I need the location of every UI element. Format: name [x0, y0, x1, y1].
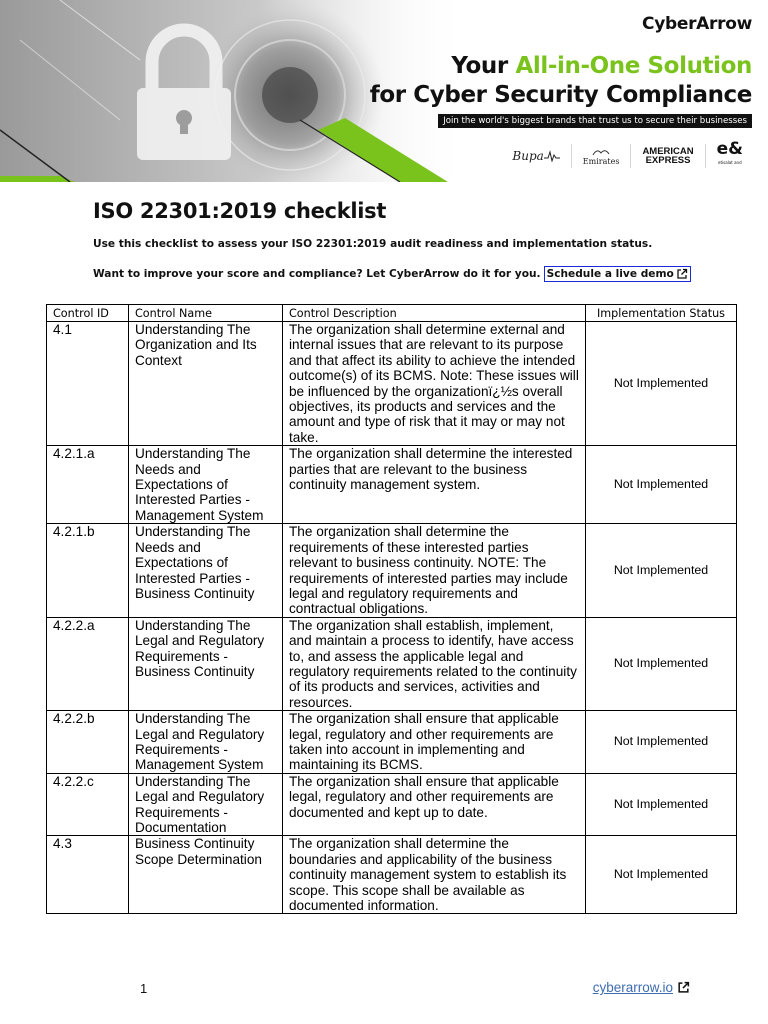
- bupa-logo-text: Bupa: [512, 149, 544, 163]
- control-description: The organization shall establish, implement, and maintain a process to identify, have access to, and assess the applicable legal and regulatory requirements related to the continuity of its products and services, activities and resources.: [283, 617, 586, 710]
- implementation-status: Not Implemented: [586, 773, 737, 836]
- bupa-logo: [501, 144, 570, 168]
- header-control-id: Control ID: [47, 305, 129, 322]
- table-row: [47, 617, 737, 710]
- client-logos: [501, 139, 754, 168]
- control-id: 4.1: [47, 322, 129, 446]
- amex-logo: [630, 144, 704, 168]
- heartbeat-icon: [544, 150, 560, 162]
- control-description: The organization shall ensure that applicable legal, regulatory and other requirements are taken into account in implementing and maintaining its BCMS.: [283, 711, 586, 774]
- implementation-status: Not Implemented: [586, 446, 737, 524]
- intro-text: Use this checklist to assess your ISO 22301:2019 audit readiness and implementation status.: [93, 238, 653, 250]
- brand-logo: CyberArrow: [642, 14, 752, 34]
- amex-logo-line-2: EXPRESS: [645, 155, 691, 166]
- checklist-table: [46, 304, 737, 914]
- emirates-logo-text: Emirates: [582, 156, 620, 166]
- implementation-status: Not Implemented: [586, 711, 737, 774]
- implementation-status: Not Implemented: [586, 617, 737, 710]
- eand-logo-subtext: etisalat and: [718, 160, 742, 165]
- table-row: [47, 836, 737, 914]
- schedule-demo-link[interactable]: [544, 266, 691, 282]
- control-description: The organization shall determine the boundaries and applicability of the business continuity management system to establish its scope. This scope shall be available as documented information.: [283, 836, 586, 914]
- eand-logo-text: e&: [716, 139, 743, 159]
- cta-line: [93, 266, 691, 282]
- control-name: Understanding The Legal and Regulatory Requirements - Documentation: [129, 773, 283, 836]
- control-description: The organization shall determine the interested parties that are relevant to the business continuity management system.: [283, 446, 586, 524]
- control-name: Understanding The Legal and Regulatory Requirements - Business Continuity: [129, 617, 283, 710]
- cyberarrow-website-link[interactable]: [593, 980, 690, 995]
- header-implementation-status: Implementation Status: [586, 305, 737, 322]
- headline-line-2: for Cyber Security Compliance: [369, 82, 752, 108]
- page-title: ISO 22301:2019 checklist: [93, 199, 387, 223]
- schedule-demo-label: Schedule a live demo: [546, 268, 674, 280]
- control-name: Understanding The Organization and Its Context: [129, 322, 283, 446]
- control-id: 4.2.1.a: [47, 446, 129, 524]
- control-name: Understanding The Legal and Regulatory Requirements - Management System: [129, 711, 283, 774]
- emirates-logo: [571, 144, 631, 168]
- control-description: The organization shall determine the requirements of these interested parties relevant to business continuity. NOTE: The requirements of interested parties may include legal and regulatory requirements and contractual obligations.: [283, 524, 586, 617]
- headline-accent: All-in-One Solution: [515, 53, 752, 79]
- control-description: The organization shall determine external and internal issues that are relevant to its purpose and that affect its ability to achieve the intended outcome(s) of its BCMS. Note: These issues will be influenced by the organizationï¿½s overall objectives, its products and services and the amount and type of risk that it may or may not take.: [283, 322, 586, 446]
- page-number: 1: [140, 981, 148, 996]
- table-row: [47, 446, 737, 524]
- control-id: 4.2.2.a: [47, 617, 129, 710]
- control-id: 4.2.1.b: [47, 524, 129, 617]
- external-link-icon: [676, 268, 688, 280]
- control-name: Business Continuity Scope Determination: [129, 836, 283, 914]
- table-row: [47, 711, 737, 774]
- banner-headline: [370, 52, 752, 110]
- implementation-status: Not Implemented: [586, 836, 737, 914]
- control-id: 4.3: [47, 836, 129, 914]
- banner-tagline: Join the world's biggest brands that trust us to secure their businesses: [438, 114, 752, 128]
- header-control-description: Control Description: [283, 305, 586, 322]
- implementation-status: Not Implemented: [586, 322, 737, 446]
- control-id: 4.2.2.b: [47, 711, 129, 774]
- headline-prefix: Your: [451, 53, 516, 79]
- control-description: The organization shall ensure that applicable legal, regulatory and other requirements are documented and kept up to date.: [283, 773, 586, 836]
- header-control-name: Control Name: [129, 305, 283, 322]
- control-id: 4.2.2.c: [47, 773, 129, 836]
- eand-logo: [705, 139, 754, 168]
- header-banner: [0, 0, 768, 182]
- control-name: Understanding The Needs and Expectations of Interested Parties - Management System: [129, 446, 283, 524]
- control-name: Understanding The Needs and Expectations of Interested Parties - Business Continuity: [129, 524, 283, 617]
- emirates-calligraphy-icon: [591, 147, 611, 157]
- table-header-row: [47, 305, 737, 322]
- table-row: [47, 773, 737, 836]
- cta-text: Want to improve your score and compliance? Let CyberArrow do it for you.: [93, 268, 541, 280]
- table-row: [47, 322, 737, 446]
- table-row: [47, 524, 737, 617]
- external-link-icon: [677, 981, 690, 994]
- amex-logo-line-1: AMERICAN: [642, 146, 694, 157]
- implementation-status: Not Implemented: [586, 524, 737, 617]
- website-link-label: cyberarrow.io: [592, 980, 673, 995]
